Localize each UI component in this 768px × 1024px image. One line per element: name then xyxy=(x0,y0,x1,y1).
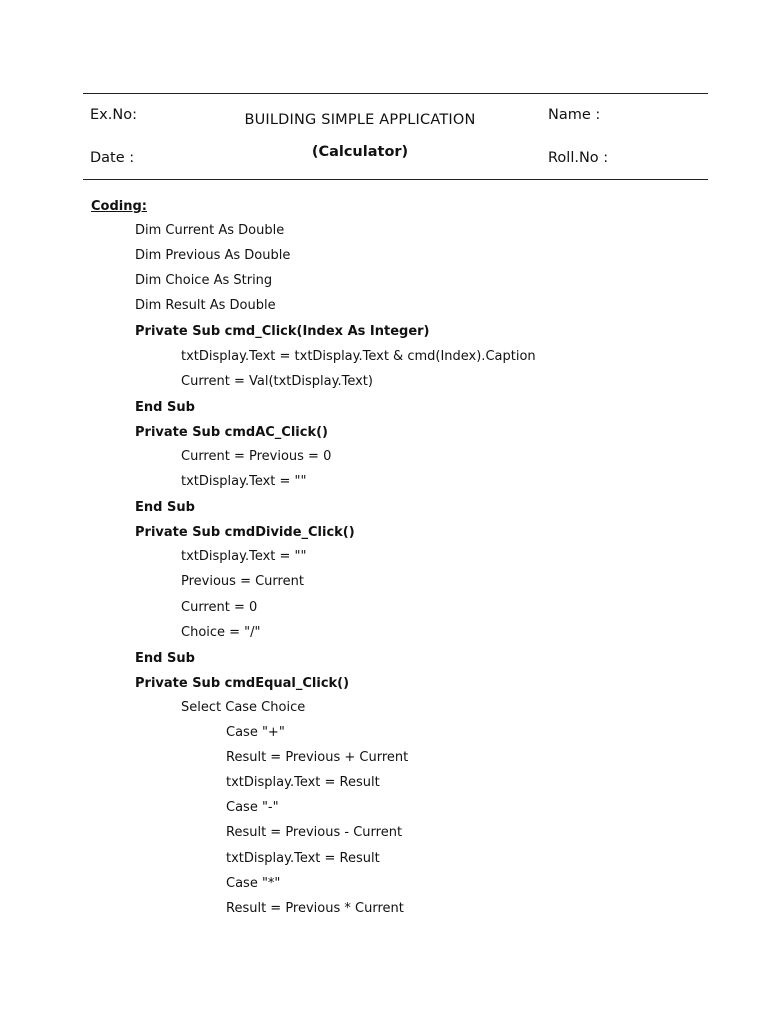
code-line: Private Sub cmdAC_Click() xyxy=(135,425,328,440)
code-line: End Sub xyxy=(135,500,195,515)
code-line: Private Sub cmd_Click(Index As Integer) xyxy=(135,324,430,339)
code-line: Result = Previous + Current xyxy=(226,750,409,765)
code-line: Result = Previous * Current xyxy=(226,901,404,916)
code-line: End Sub xyxy=(135,400,195,415)
code-line: Dim Previous As Double xyxy=(135,248,291,263)
code-line: End Sub xyxy=(135,651,195,666)
code-line: Dim Result As Double xyxy=(135,298,276,313)
code-line: txtDisplay.Text = "" xyxy=(181,474,307,489)
code-line: Choice = "/" xyxy=(181,625,261,640)
header-top-rule xyxy=(83,93,708,94)
code-line: txtDisplay.Text = Result xyxy=(226,851,380,866)
code-line: Private Sub cmdEqual_Click() xyxy=(135,676,350,691)
code-line: Select Case Choice xyxy=(181,700,306,715)
code-line: txtDisplay.Text = "" xyxy=(181,549,307,564)
exno-label: Ex.No: xyxy=(90,107,137,123)
code-line: txtDisplay.Text = Result xyxy=(226,775,380,790)
code-line: txtDisplay.Text = txtDisplay.Text & cmd(Index).Caption xyxy=(181,349,536,364)
code-line: Current = Val(txtDisplay.Text) xyxy=(181,374,373,389)
code-line: Case "-" xyxy=(226,800,279,815)
code-line: Dim Choice As String xyxy=(135,273,273,288)
code-line: Private Sub cmdDivide_Click() xyxy=(135,525,355,540)
name-label: Name : xyxy=(548,107,601,123)
document-subtitle: (Calculator) xyxy=(311,144,409,160)
code-line: Result = Previous - Current xyxy=(226,825,403,840)
code-line: Case "*" xyxy=(226,876,281,891)
code-line: Previous = Current xyxy=(181,574,304,589)
rollno-label: Roll.No : xyxy=(548,150,609,166)
document-title: BUILDING SIMPLE APPLICATION xyxy=(244,112,476,128)
date-label: Date : xyxy=(90,150,135,166)
code-line: Dim Current As Double xyxy=(135,223,285,238)
header-bottom-rule xyxy=(83,179,708,180)
code-line: Current = Previous = 0 xyxy=(181,449,332,464)
coding-heading: Coding: xyxy=(91,199,147,214)
code-line: Case "+" xyxy=(226,725,285,740)
code-line: Current = 0 xyxy=(181,600,258,615)
